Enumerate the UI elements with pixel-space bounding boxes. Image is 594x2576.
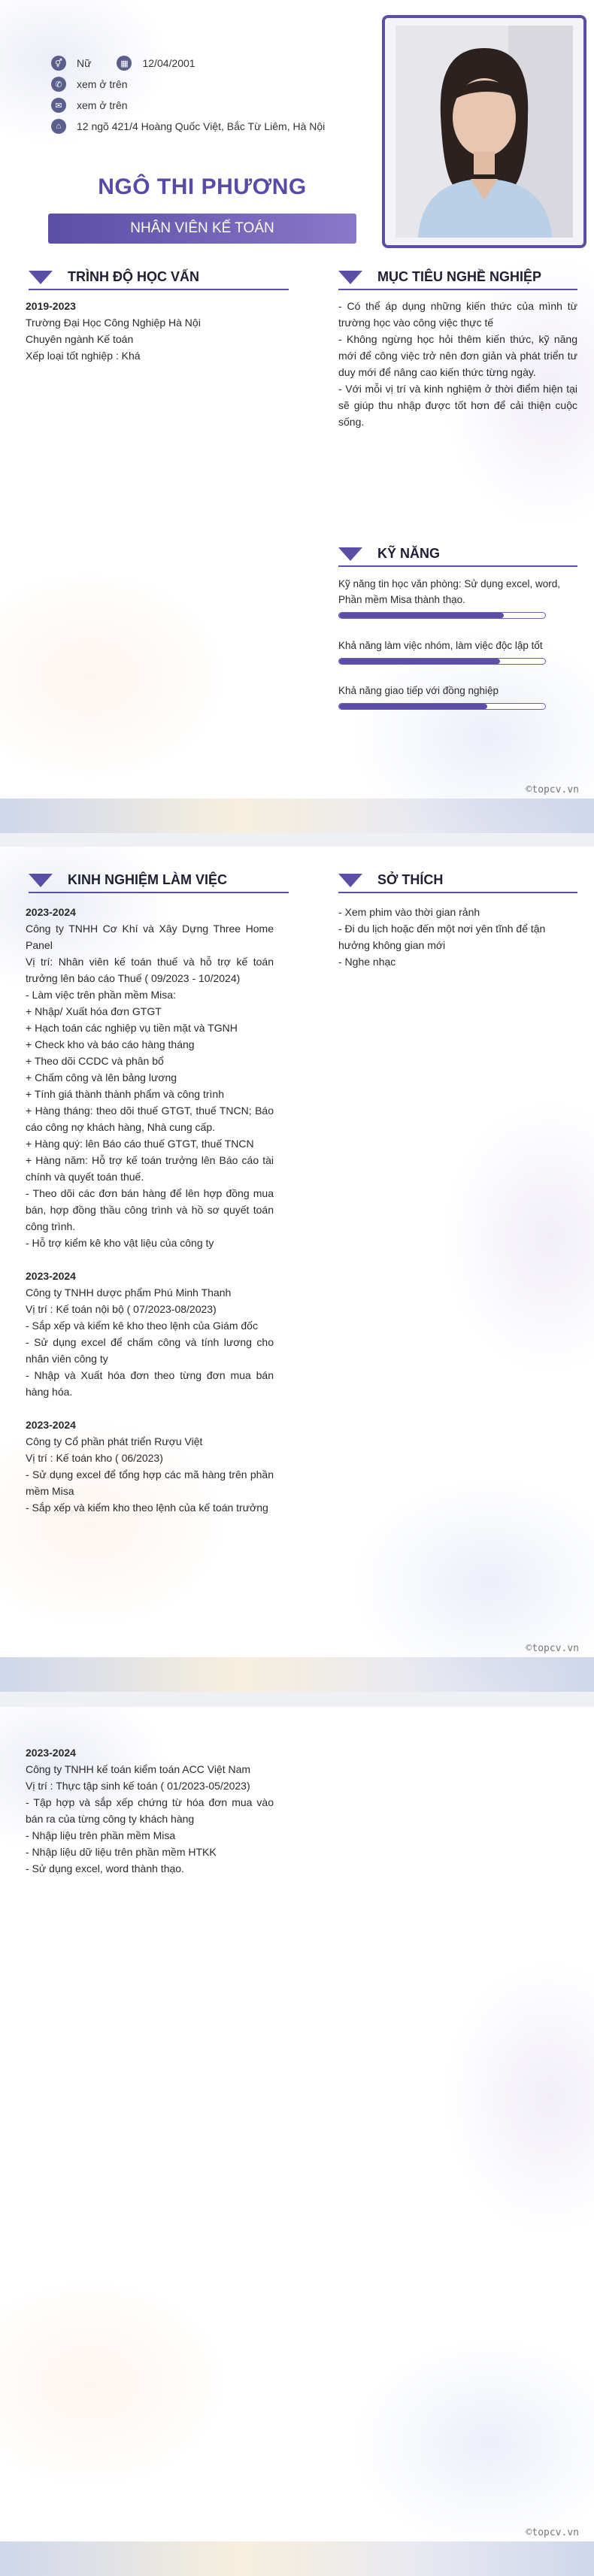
contact-info	[51, 53, 325, 137]
experience-continued	[26, 1744, 274, 1877]
hobbies-body	[338, 904, 577, 970]
job-period: 2023-2024	[26, 906, 76, 918]
skill-bar-fill	[339, 704, 487, 709]
section-marker-icon	[29, 874, 53, 887]
job-line: Công ty TNHH kế toán kiểm toán ACC Việt Nam	[26, 1763, 251, 1775]
watermark: ©topcv.vn	[526, 784, 579, 796]
job-line: - Nhập và Xuất hóa đơn theo từng đơn mua bán hàng hóa.	[26, 1369, 274, 1398]
job-line: - Sử dụng excel để chấm công và tính lương cho nhân viên công ty	[26, 1336, 274, 1365]
job-line: Công ty TNHH dược phẩm Phú Minh Thanh	[26, 1286, 232, 1299]
skills-heading-text: KỸ NĂNG	[377, 546, 441, 561]
job-line: Vị trí : Thực tập sinh kế toán ( 01/2023-05/2023)	[26, 1780, 250, 1792]
job-line: - Nhập liệu trên phần mềm Misa	[26, 1829, 176, 1841]
education-school: Trường Đại Học Công Nghiệp Hà Nội	[26, 317, 201, 329]
job-line: + Hàng quý: lên Báo cáo thuế GTGT, thuế TNCN	[26, 1138, 254, 1150]
watermark: ©topcv.vn	[526, 1643, 579, 1654]
job-line: - Sắp xếp và kiểm kê kho theo lệnh của Giám đốc	[26, 1320, 258, 1332]
section-marker-icon	[338, 874, 362, 887]
objective-heading-text: MỤC TIÊU NGHỀ NGHIỆP	[377, 269, 542, 284]
job-title: NHÂN VIÊN KẾ TOÁN	[48, 214, 356, 244]
objective-underline	[338, 289, 577, 290]
gender-value: Nữ	[77, 57, 92, 69]
cv-page-1	[0, 0, 594, 833]
profile-photo	[382, 15, 586, 248]
page-separator	[0, 1692, 594, 1707]
address-value: 12 ngõ 421/4 Hoàng Quốc Việt, Bắc Từ Liêm, Hà Nội	[77, 120, 326, 132]
job-line: Công ty TNHH Cơ Khí và Xây Dựng Three Home Panel	[26, 923, 274, 951]
phone-icon: ✆	[51, 77, 66, 92]
gender-icon: ⚥	[51, 56, 66, 71]
job-line: + Chấm công và lên bảng lương	[26, 1071, 177, 1083]
job-period: 2023-2024	[26, 1747, 76, 1759]
job-line: Vị trí : Kế toán nội bộ ( 07/2023-08/2023)	[26, 1303, 217, 1315]
job-line: Công ty Cổ phần phát triển Rượu Việt	[26, 1435, 203, 1447]
hobbies-underline	[338, 892, 577, 893]
hobby-line: - Đi du lịch hoặc đến một nơi yên tĩnh để tận hưởng không gian mới	[338, 923, 546, 951]
hobbies-heading-text: SỞ THÍCH	[377, 872, 444, 887]
objective-line: - Có thể áp dụng những kiến thức của mình từ trường học vào công việc thực tế	[338, 300, 577, 329]
skill-bar	[338, 703, 546, 710]
job-line: Vị trí : Kế toán kho ( 06/2023)	[26, 1452, 163, 1464]
job-line: + Check kho và báo cáo hàng tháng	[26, 1038, 195, 1050]
job-line: + Hàng năm: Hỗ trợ kế toán trưởng lên Báo cáo tài chính và quyết toán thuế.	[26, 1154, 274, 1183]
page-separator	[0, 833, 594, 847]
skill-bar-fill	[339, 613, 504, 618]
job-period: 2023-2024	[26, 1419, 76, 1431]
education-major: Chuyên ngành Kế toán	[26, 333, 134, 345]
skill-label: Khả năng giao tiếp với đồng nghiệp	[338, 685, 499, 696]
section-marker-icon	[29, 271, 53, 284]
job-line: - Hỗ trợ kiểm kê kho vật liệu của công ty	[26, 1237, 214, 1249]
job-line: - Sử dụng excel để tổng hợp các mã hàng trên phần mềm Misa	[26, 1468, 274, 1497]
job-line: + Hạch toán các nghiệp vụ tiền mặt và TGNH	[26, 1022, 238, 1034]
page-footer-decoration	[0, 1657, 594, 1692]
education-underline	[29, 289, 289, 290]
job-line: - Sử dụng excel, word thành thạo.	[26, 1862, 184, 1874]
portrait-image	[395, 26, 573, 238]
cv-page-2	[0, 847, 594, 1692]
section-marker-icon	[338, 547, 362, 561]
skill-item	[338, 576, 577, 619]
job-line: - Tập hợp và sắp xếp chứng từ hóa đơn mua vào bán ra của từng công ty khách hàng	[26, 1796, 274, 1825]
calendar-icon: ▦	[117, 56, 132, 71]
job-entry	[26, 1417, 274, 1516]
cv-page-3	[0, 1707, 594, 2576]
objective-body	[338, 298, 577, 430]
email-icon: ✉	[51, 98, 66, 113]
skill-bar	[338, 612, 546, 619]
job-line: - Làm việc trên phần mềm Misa:	[26, 989, 176, 1001]
education-heading	[29, 269, 199, 285]
skills-underline	[338, 565, 577, 567]
education-grade: Xếp loại tốt nghiệp : Khá	[26, 350, 141, 362]
objective-line: - Với mỗi vị trí và kinh nghiệm ở thời điểm hiện tại sẽ giúp thu nhập được tốt hơn để cải thiện cuộc sống.	[338, 383, 577, 428]
education-body	[26, 298, 289, 364]
experience-heading	[29, 872, 227, 888]
job-line: - Sắp xếp và kiểm kho theo lệnh của kế toán trưởng	[26, 1502, 268, 1514]
objective-line: - Không ngừng học hỏi thêm kiến thức, kỹ năng mới để công việc trở nên đơn giản và phát triển tư duy mới để nâng cao kiến thức từng ngày.	[338, 333, 577, 378]
job-line: + Theo dõi CCDC và phân bổ	[26, 1055, 164, 1067]
education-heading-text: TRÌNH ĐỘ HỌC VẤN	[68, 269, 199, 284]
skill-label: Khả năng làm việc nhóm, làm việc độc lập tốt	[338, 640, 543, 651]
objective-heading	[338, 269, 541, 285]
job-entry	[26, 904, 274, 1251]
hobbies-heading	[338, 872, 443, 888]
page-footer-decoration	[0, 799, 594, 833]
watermark: ©topcv.vn	[526, 2527, 579, 2538]
education-period: 2019-2023	[26, 300, 76, 312]
candidate-name: NGÔ THI PHƯƠNG	[98, 174, 307, 199]
hobby-line: - Xem phim vào thời gian rảnh	[338, 906, 480, 918]
job-line: + Hàng tháng: theo dõi thuế GTGT, thuế TNCN; Báo cáo công nợ khách hàng, Nhà cung cấp.	[26, 1105, 274, 1133]
experience-heading-text: KINH NGHIỆM LÀM VIỆC	[68, 872, 228, 887]
home-icon: ⌂	[51, 119, 66, 134]
section-marker-icon	[338, 271, 362, 284]
phone-value: xem ở trên	[77, 78, 128, 90]
skill-label: Kỹ năng tin học văn phòng: Sử dụng excel, word, Phần mềm Misa thành thạo.	[338, 578, 560, 605]
job-line: - Theo dõi các đơn bán hàng để lên hợp đồng mua bán, hợp đồng thầu công trình và hồ sơ quyết toán công trình.	[26, 1187, 274, 1232]
page-footer-decoration	[0, 2541, 594, 2576]
experience-underline	[29, 892, 289, 893]
job-entry	[26, 1268, 274, 1400]
skill-bar-fill	[339, 659, 500, 664]
skill-item	[338, 683, 577, 710]
job-line: + Nhập/ Xuất hóa đơn GTGT	[26, 1005, 162, 1017]
skill-bar	[338, 658, 546, 665]
experience-body	[26, 904, 274, 1516]
job-period: 2023-2024	[26, 1270, 76, 1282]
job-line: Vị trí: Nhân viên kế toán thuế và hỗ trợ kế toán trưởng lên báo cáo Thuế ( 09/2023 - 10/2024)	[26, 956, 274, 984]
hobby-line: - Nghe nhạc	[338, 956, 396, 968]
dob-value: 12/04/2001	[142, 57, 195, 69]
job-line: - Nhập liệu dữ liệu trên phần mềm HTKK	[26, 1846, 217, 1858]
skills-heading	[338, 546, 440, 562]
job-line: + Tính giá thành thành phẩm và công trình	[26, 1088, 224, 1100]
skill-item	[338, 638, 577, 665]
email-value: xem ở trên	[77, 99, 128, 111]
